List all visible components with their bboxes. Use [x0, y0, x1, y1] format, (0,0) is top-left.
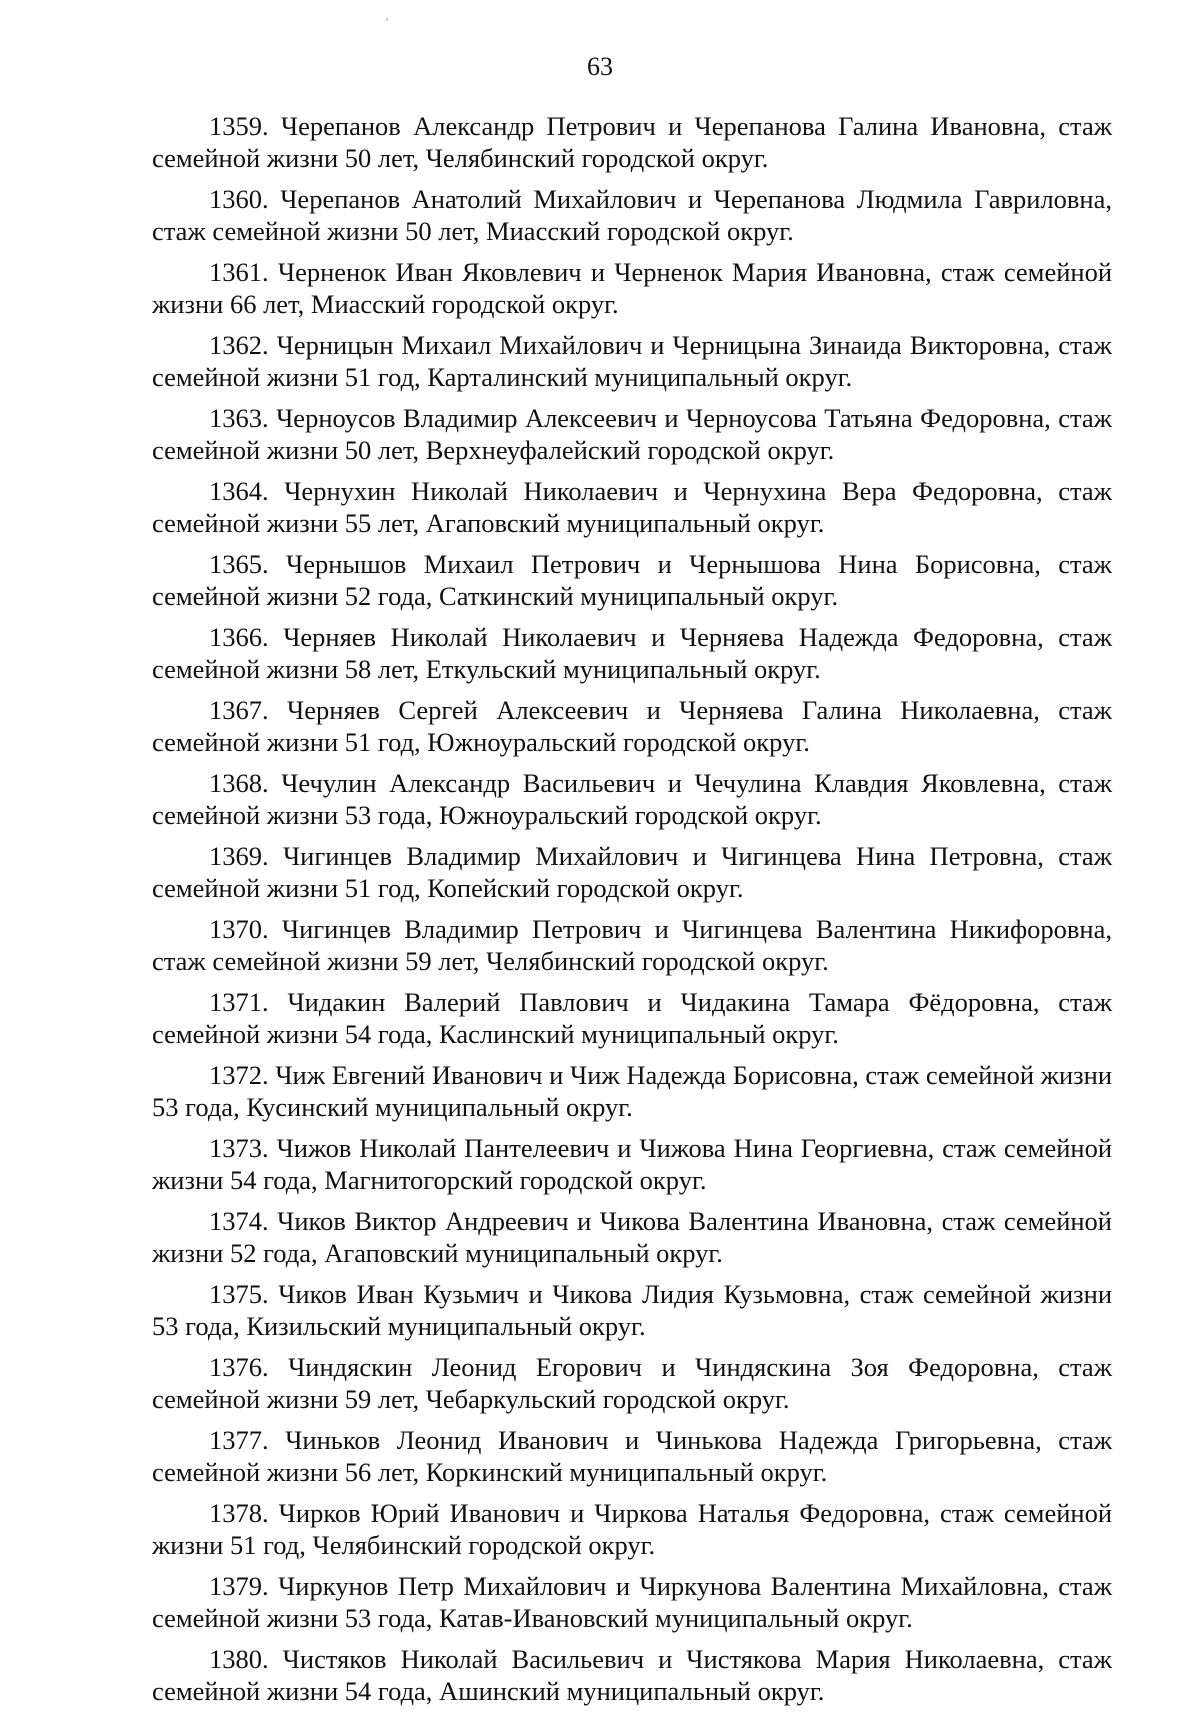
list-item [152, 1424, 1112, 1488]
list-item [152, 840, 1112, 904]
list-item [152, 767, 1112, 831]
list-item [152, 1059, 1112, 1123]
entry-number: 1375. [209, 1279, 269, 1309]
page-number: 63 [587, 52, 613, 81]
entry-text: Чиков Виктор Андреевич и Чикова Валентина Ивановна, стаж семейной жизни 52 года, Агаповский муниципальный округ. [152, 1206, 1112, 1268]
entry-text: Чигинцев Владимир Петрович и Чигинцева Валентина Никифоровна, стаж семейной жизни 59 лет, Челябинский городской округ. [152, 914, 1112, 976]
entry-text: Чигинцев Владимир Михайлович и Чигинцева Нина Петровна, стаж семейной жизни 51 год, Копейский городской округ. [152, 841, 1112, 903]
list-item [152, 1351, 1112, 1415]
list-item [152, 694, 1112, 758]
list-item [152, 329, 1112, 393]
scan-artifact [386, 18, 388, 21]
entry-number: 1365. [209, 549, 269, 579]
entry-text: Чиж Евгений Иванович и Чиж Надежда Борисовна, стаж семейной жизни 53 года, Кусинский муниципальный округ. [152, 1060, 1113, 1122]
entry-number: 1367. [209, 695, 269, 725]
entry-number: 1366. [209, 622, 269, 652]
entry-text: Черноусов Владимир Алексеевич и Черноусова Татьяна Федоровна, стаж семейной жизни 50 лет, Верхнеуфалейский городской округ. [152, 403, 1112, 465]
entry-text: Черепанов Александр Петрович и Черепанова Галина Ивановна, стаж семейной жизни 50 лет, Челябинский городской округ. [152, 111, 1113, 173]
list-item [152, 1132, 1112, 1196]
entry-number: 1379. [209, 1571, 269, 1601]
entry-text: Чечулин Александр Васильевич и Чечулина Клавдия Яковлевна, стаж семейной жизни 53 года, Южноуральский городской округ. [152, 768, 1113, 830]
entry-text: Чиркунов Петр Михайлович и Чиркунова Валентина Михайловна, стаж семейной жизни 53 года, Катав-Ивановский муниципальный округ. [152, 1571, 1113, 1633]
list-item [152, 1570, 1112, 1634]
entry-number: 1380. [209, 1644, 269, 1674]
entry-number: 1371. [209, 987, 269, 1017]
list-item [152, 913, 1112, 977]
list-item [152, 1205, 1112, 1269]
entry-number: 1377. [209, 1425, 269, 1455]
entry-number: 1362. [209, 330, 269, 360]
entry-text: Чиндяскин Леонид Егорович и Чиндяскина Зоя Федоровна, стаж семейной жизни 59 лет, Чебаркульский городской округ. [152, 1352, 1112, 1414]
list-item [152, 621, 1112, 685]
entry-text: Черепанов Анатолий Михайлович и Черепанова Людмила Гавриловна, стаж семейной жизни 50 лет, Миасский городской округ. [152, 184, 1112, 246]
entry-number: 1372. [209, 1060, 269, 1090]
list-item [152, 183, 1112, 247]
entry-number: 1378. [209, 1498, 269, 1528]
entry-number: 1359. [209, 111, 269, 141]
entry-text: Чиков Иван Кузьмич и Чикова Лидия Кузьмовна, стаж семейной жизни 53 года, Кизильский муниципальный округ. [152, 1279, 1113, 1341]
entry-text: Чиньков Леонид Иванович и Чинькова Надежда Григорьевна, стаж семейной жизни 56 лет, Коркинский муниципальный округ. [152, 1425, 1113, 1487]
list-item [152, 475, 1112, 539]
entry-text: Черняев Сергей Алексеевич и Черняева Галина Николаевна, стаж семейной жизни 51 год, Южноуральский городской округ. [152, 695, 1112, 757]
entry-number: 1374. [209, 1206, 269, 1236]
entry-number: 1363. [209, 403, 269, 433]
entry-text: Черняев Николай Николаевич и Черняева Надежда Федоровна, стаж семейной жизни 58 лет, Еткульский муниципальный округ. [152, 622, 1112, 684]
entry-number: 1376. [209, 1352, 269, 1382]
entry-number: 1368. [209, 768, 269, 798]
list-item [152, 256, 1112, 320]
entry-number: 1364. [209, 476, 269, 506]
entry-number: 1369. [209, 841, 269, 871]
list-item [152, 1643, 1112, 1707]
list-item [152, 1497, 1112, 1561]
entry-text: Чернухин Николай Николаевич и Чернухина Вера Федоровна, стаж семейной жизни 55 лет, Агаповский муниципальный округ. [152, 476, 1112, 538]
list-item [152, 1278, 1112, 1342]
entry-number: 1360. [209, 184, 269, 214]
list-item [152, 548, 1112, 612]
list-item [152, 986, 1112, 1050]
entry-list [152, 110, 1112, 1716]
entry-number: 1373. [209, 1133, 269, 1163]
entry-text: Черненок Иван Яковлевич и Черненок Мария Ивановна, стаж семейной жизни 66 лет, Миасский городской округ. [152, 257, 1113, 319]
entry-text: Черницын Михаил Михайлович и Черницына Зинаида Викторовна, стаж семейной жизни 51 год, Карталинский муниципальный округ. [152, 330, 1112, 392]
entry-text: Чижов Николай Пантелеевич и Чижова Нина Георгиевна, стаж семейной жизни 54 года, Магнитогорский городской округ. [152, 1133, 1113, 1195]
list-item [152, 402, 1112, 466]
list-item [152, 110, 1112, 174]
entry-number: 1361. [209, 257, 269, 287]
entry-text: Чирков Юрий Иванович и Чиркова Наталья Федоровна, стаж семейной жизни 51 год, Челябинский городской округ. [152, 1498, 1113, 1560]
entry-text: Чернышов Михаил Петрович и Чернышова Нина Борисовна, стаж семейной жизни 52 года, Саткинский муниципальный округ. [152, 549, 1112, 611]
entry-number: 1370. [209, 914, 269, 944]
entry-text: Чистяков Николай Васильевич и Чистякова Мария Николаевна, стаж семейной жизни 54 года, Ашинский муниципальный округ. [152, 1644, 1112, 1706]
entry-text: Чидакин Валерий Павлович и Чидакина Тамара Фёдоровна, стаж семейной жизни 54 года, Каслинский муниципальный округ. [152, 987, 1113, 1049]
